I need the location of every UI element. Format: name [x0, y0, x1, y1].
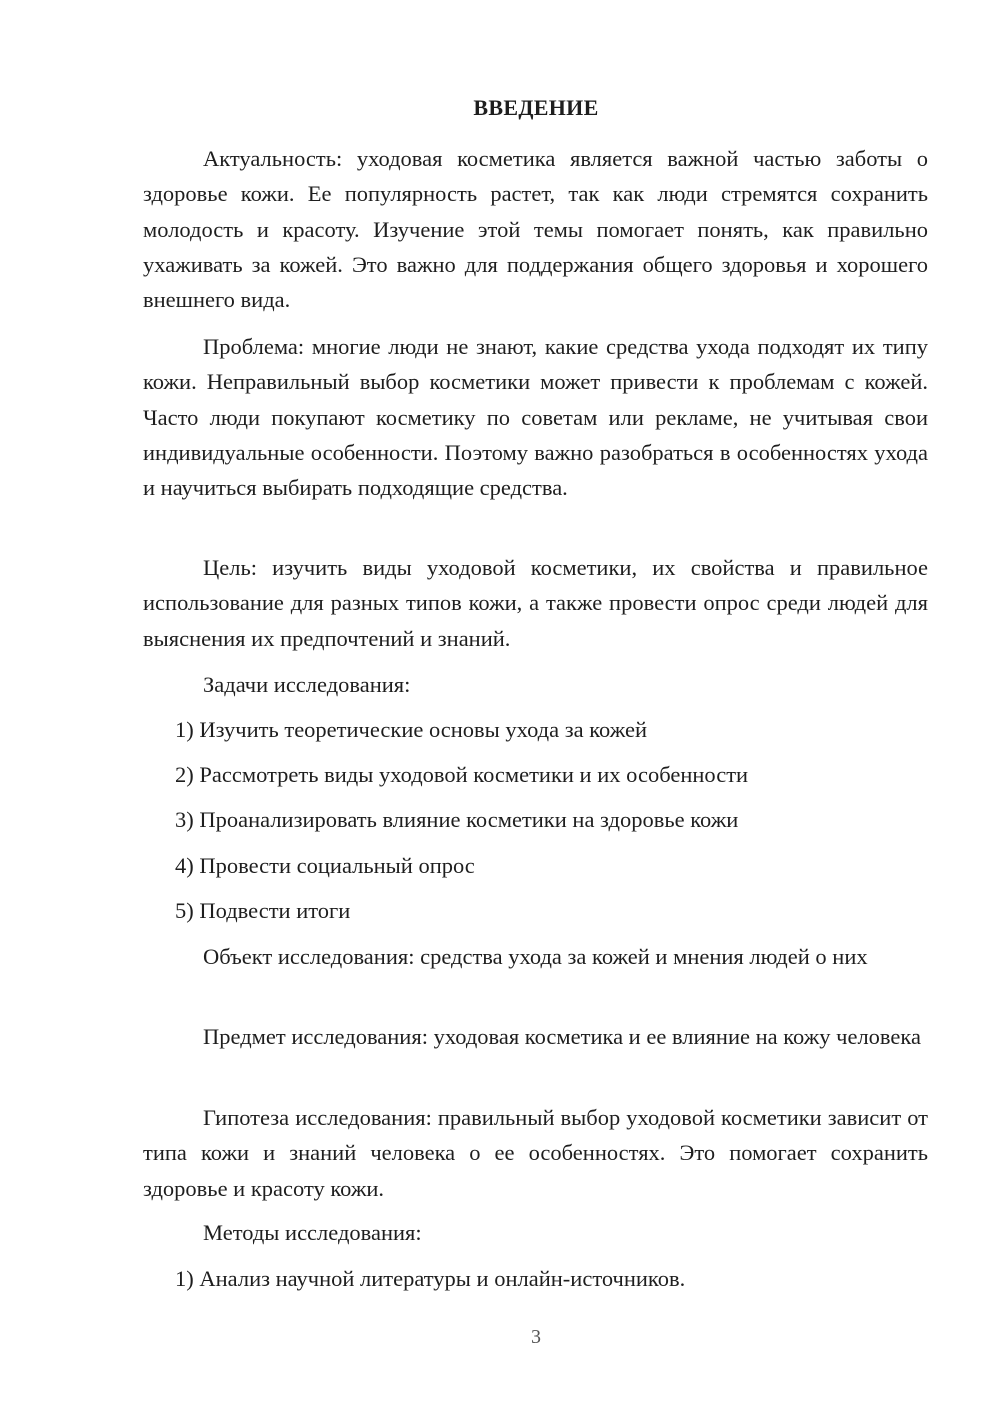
paragraph-relevance-text: Актуальность: уходовая косметика является важной частью заботы о здоровье кожи. Ее популярность растет, так как люди стремятся сохранить молодость и красоту. Изучение этой темы помогает понять, как правильно ухаживать за кожей. Это важно для поддержания общего здоровья и хорошего внешнего вида. [143, 146, 928, 313]
task-item: 4) Провести социальный опрос [175, 853, 475, 878]
task-item: 5) Подвести итоги [175, 898, 351, 923]
task-item: 3) Проанализировать влияние косметики на здоровье кожи [175, 807, 739, 832]
paragraph-relevance [143, 141, 928, 317]
section-heading: ВВЕДЕНИЕ [473, 95, 599, 120]
paragraph-problem [143, 329, 928, 505]
paragraph-subject [143, 1019, 928, 1054]
paragraph-goal [143, 550, 928, 656]
task-item: 2) Рассмотреть виды уходовой косметики и их особенности [175, 762, 749, 787]
tasks-label: Задачи исследования: [203, 672, 411, 697]
paragraph-object-text: Объект исследования: средства ухода за кожей и мнения людей о них [203, 944, 868, 969]
paragraph-problem-text: Проблема: многие люди не знают, какие средства ухода подходят их типу кожи. Неправильный выбор косметики может привести к проблемам с кожей. Часто люди покупают косметику по советам или рекламе, не учитывая свои индивидуальные особенности. Поэтому важно разобраться в особенностях ухода и научиться выбирать подходящие средства. [143, 334, 928, 501]
paragraph-subject-text: Предмет исследования: уходовая косметика и ее влияние на кожу человека [203, 1024, 921, 1049]
task-item: 1) Изучить теоретические основы ухода за кожей [175, 717, 647, 742]
paragraph-object [143, 939, 928, 974]
page-number: 3 [531, 1326, 541, 1348]
method-item: 1) Анализ научной литературы и онлайн-источников. [175, 1266, 686, 1291]
paragraph-hypothesis [143, 1100, 928, 1206]
paragraph-hypothesis-text: Гипотеза исследования: правильный выбор уходовой косметики зависит от типа кожи и знаний человека о ее особенностях. Это помогает сохранить здоровье и красоту кожи. [143, 1105, 928, 1201]
methods-label: Методы исследования: [203, 1220, 422, 1245]
paragraph-goal-text: Цель: изучить виды уходовой косметики, их свойства и правильное использование для разных типов кожи, а также провести опрос среди людей для выяснения их предпочтений и знаний. [143, 555, 928, 651]
